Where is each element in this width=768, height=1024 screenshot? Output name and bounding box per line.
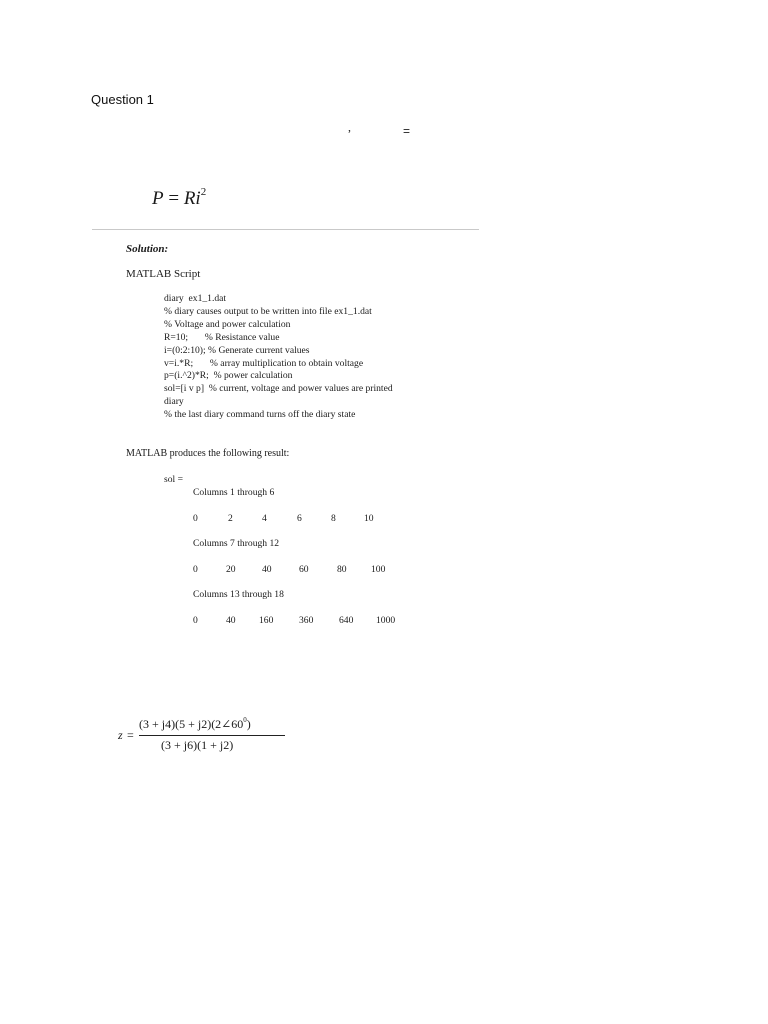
z-formula-numerator xyxy=(139,716,251,732)
z-numerator-close: ) xyxy=(246,717,251,731)
value-cell: 0 xyxy=(193,615,198,626)
value-cell: 640 xyxy=(339,615,354,626)
result-heading: MATLAB produces the following result: xyxy=(126,448,290,459)
value-cell: 40 xyxy=(226,615,236,626)
columns-heading: Columns 13 through 18 xyxy=(193,589,284,600)
value-cell: 10 xyxy=(364,513,374,524)
complex-z-formula xyxy=(118,716,298,760)
value-cell: 160 xyxy=(259,615,274,626)
script-line: sol=[i v p] % current, voltage and power values are printed xyxy=(164,383,393,395)
matlab-script xyxy=(164,293,393,422)
value-cell: 4 xyxy=(262,513,267,524)
script-line: v=i.*R; % array multiplication to obtain voltage xyxy=(164,357,364,369)
z-numerator-text: (3 + j4)(5 + j2)(2∠60 xyxy=(139,717,244,731)
power-formula-exponent: 2 xyxy=(200,186,207,198)
columns-heading: Columns 1 through 6 xyxy=(193,487,275,498)
power-formula-rhs: Ri xyxy=(183,188,201,209)
value-cell: 1000 xyxy=(376,615,396,626)
value-cell: 6 xyxy=(297,513,302,524)
script-line: p=(i.^2)*R; % power calculation xyxy=(164,370,293,382)
power-formula-equals: = xyxy=(163,188,184,209)
value-cell: 2 xyxy=(228,513,233,524)
z-numerator-degree: 0 xyxy=(243,716,247,724)
script-line: diary ex1_1.dat xyxy=(164,293,227,304)
value-cell: 8 xyxy=(331,513,336,524)
value-cell: 80 xyxy=(337,564,347,575)
script-heading: MATLAB Script xyxy=(126,268,201,280)
value-cell: 0 xyxy=(193,513,198,524)
value-cell: 100 xyxy=(371,564,386,575)
power-formula-lhs: P xyxy=(152,188,164,209)
value-cell: 20 xyxy=(226,564,236,575)
section-divider xyxy=(92,229,479,230)
z-formula-lhs: z xyxy=(118,728,123,742)
solution-heading: Solution: xyxy=(126,243,169,255)
z-formula-equals: = xyxy=(127,728,134,742)
z-formula-denominator: (3 + j6)(1 + j2) xyxy=(161,738,234,752)
stray-comma: , xyxy=(348,120,351,134)
value-cell: 60 xyxy=(299,564,309,575)
script-line: % diary causes output to be written into file ex1_1.dat xyxy=(164,305,372,317)
value-cell: 0 xyxy=(193,564,198,575)
power-formula xyxy=(152,186,206,210)
question-title: Question 1 xyxy=(91,92,154,107)
columns-heading: Columns 7 through 12 xyxy=(193,538,280,549)
value-row xyxy=(0,615,768,629)
value-row xyxy=(0,564,768,578)
script-line: diary xyxy=(164,396,184,408)
value-cell: 40 xyxy=(262,564,272,575)
script-line: R=10; % Resistance value xyxy=(164,331,280,343)
fraction-bar xyxy=(139,735,285,736)
stray-equals-sign: = xyxy=(403,124,411,138)
value-cell: 360 xyxy=(299,615,314,626)
sol-label: sol = xyxy=(164,474,184,485)
script-line: % the last diary command turns off the diary state xyxy=(164,409,356,421)
script-line: % Voltage and power calculation xyxy=(164,318,291,330)
value-row xyxy=(0,513,768,527)
script-line: i=(0:2:10); % Generate current values xyxy=(164,344,310,356)
